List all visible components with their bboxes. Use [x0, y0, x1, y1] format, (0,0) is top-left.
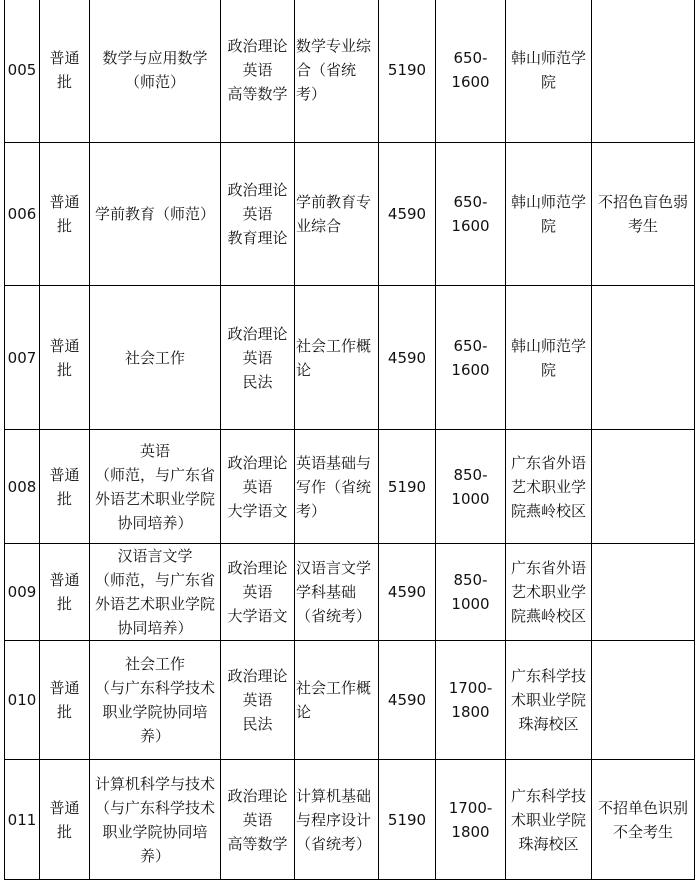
school-line: 院	[540, 217, 556, 235]
plan-count-cell	[436, 430, 506, 544]
major-cell	[90, 760, 221, 880]
professional-course-line: 计算机基础	[296, 786, 372, 805]
professional-course-line: 学科基础	[296, 583, 357, 601]
professional-course-line: 论	[296, 360, 312, 379]
exam-subjects-cell	[221, 641, 295, 760]
plan-count-line: 1800	[451, 703, 490, 721]
plan-count-cell	[436, 286, 506, 430]
batch-line: 批	[56, 489, 72, 508]
batch-cell	[40, 760, 90, 880]
code-cell: 007	[5, 286, 40, 430]
major-line: 学前教育（师范）	[94, 205, 215, 223]
plan-count-line: 650-	[453, 49, 488, 67]
major-line: 职业学院协同培	[102, 703, 208, 721]
professional-course-line: 学前教育专	[296, 193, 372, 211]
batch-line: 普通	[49, 336, 80, 355]
major-cell	[90, 641, 221, 760]
exam-subjects-cell	[221, 143, 295, 286]
remark-cell	[592, 143, 695, 286]
professional-course-cell	[295, 430, 379, 544]
school-line: 韩山师范学	[510, 336, 586, 355]
professional-course-line: 汉语言文学	[296, 559, 372, 577]
tuition-cell: 4590	[379, 286, 436, 430]
exam-subjects-line: 政治理论	[227, 324, 288, 343]
professional-course-line: 论	[296, 703, 312, 721]
school-line: 术职业学院	[510, 691, 586, 709]
school-cell	[506, 143, 592, 286]
school-line: 韩山师范学	[510, 193, 586, 211]
school-line: 韩山师范学	[510, 49, 586, 67]
exam-subjects-line: 民法	[242, 715, 273, 733]
batch-line: 批	[56, 360, 72, 379]
batch-line: 批	[56, 73, 72, 91]
major-cell	[90, 544, 221, 641]
exam-subjects-line: 英语	[242, 205, 273, 223]
school-line: 艺术职业学	[510, 583, 586, 601]
remark-cell	[592, 760, 695, 880]
exam-subjects-line: 民法	[242, 372, 273, 391]
professional-course-line: 社会工作概	[296, 336, 372, 355]
exam-subjects-line: 英语	[242, 477, 273, 496]
batch-line: 普通	[49, 49, 80, 67]
professional-course-line: （省统考）	[296, 834, 372, 853]
school-line: 珠海校区	[518, 715, 579, 733]
remark-cell	[592, 641, 695, 760]
major-line: （师范，与广东省	[94, 465, 215, 484]
plan-count-line: 850-	[453, 465, 488, 484]
table-row	[5, 544, 695, 641]
table-row	[5, 760, 695, 880]
major-line: 社会工作	[124, 655, 185, 673]
batch-line: 普通	[49, 465, 80, 484]
plan-count-line: 850-	[453, 571, 488, 589]
major-line: 数学与应用数学	[102, 49, 208, 67]
plan-count-line: 1600	[451, 217, 490, 235]
major-cell	[90, 430, 221, 544]
plan-count-line: 1700-	[448, 798, 493, 817]
school-line: 广东省外语	[510, 559, 586, 577]
table-row	[5, 641, 695, 760]
batch-cell	[40, 143, 90, 286]
exam-subjects-line: 英语	[242, 810, 273, 829]
major-cell	[90, 286, 221, 430]
batch-cell	[40, 544, 90, 641]
code-cell: 010	[5, 641, 40, 760]
major-line: （师范）	[124, 73, 185, 91]
professional-course-line: 合（省统	[296, 61, 357, 79]
exam-subjects-line: 政治理论	[227, 181, 288, 199]
exam-subjects-line: 大学语文	[227, 607, 288, 625]
code-cell: 008	[5, 430, 40, 544]
plan-count-line: 1600	[451, 73, 490, 91]
code-cell: 006	[5, 143, 40, 286]
tuition-cell: 4590	[379, 143, 436, 286]
remark-line: 不招色盲色弱	[597, 193, 688, 211]
major-line: 外语艺术职业学院	[94, 489, 215, 508]
professional-course-cell	[295, 0, 379, 143]
remark-cell	[592, 286, 695, 430]
table-body	[5, 0, 695, 880]
exam-subjects-cell	[221, 286, 295, 430]
exam-subjects-line: 政治理论	[227, 786, 288, 805]
school-line: 院	[540, 360, 556, 379]
exam-subjects-line: 教育理论	[227, 229, 288, 247]
school-cell	[506, 430, 592, 544]
plan-count-line: 1800	[451, 822, 490, 841]
major-line: （与广东科学技术	[94, 679, 215, 697]
exam-subjects-cell	[221, 544, 295, 641]
major-line: 养）	[139, 846, 170, 865]
tuition-cell: 4590	[379, 544, 436, 641]
exam-subjects-line: 英语	[242, 583, 273, 601]
professional-course-cell	[295, 143, 379, 286]
school-line: 广东科学技	[510, 667, 586, 685]
tuition-cell: 5190	[379, 430, 436, 544]
professional-course-line: 与程序设计	[296, 810, 372, 829]
professional-course-line: （省统考）	[296, 607, 372, 625]
major-line: 协同培养）	[117, 513, 193, 532]
exam-subjects-line: 政治理论	[227, 453, 288, 472]
exam-subjects-line: 英语	[242, 61, 273, 79]
tuition-cell: 5190	[379, 0, 436, 143]
tuition-cell: 5190	[379, 760, 436, 880]
professional-course-cell	[295, 544, 379, 641]
major-line: 汉语言文学	[117, 547, 193, 565]
batch-line: 批	[56, 822, 72, 841]
major-line: 职业学院协同培	[102, 822, 208, 841]
remark-cell	[592, 0, 695, 143]
exam-subjects-cell	[221, 760, 295, 880]
plan-count-line: 650-	[453, 193, 488, 211]
batch-cell	[40, 286, 90, 430]
table-row	[5, 0, 695, 143]
exam-subjects-line: 政治理论	[227, 559, 288, 577]
remark-cell	[592, 544, 695, 641]
major-line: 协同培养）	[117, 619, 193, 637]
exam-subjects-line: 高等数学	[227, 834, 288, 853]
plan-count-cell	[436, 641, 506, 760]
batch-cell	[40, 641, 90, 760]
exam-subjects-line: 政治理论	[227, 37, 288, 55]
professional-course-cell	[295, 641, 379, 760]
batch-cell	[40, 0, 90, 143]
plan-count-cell	[436, 143, 506, 286]
professional-course-cell	[295, 760, 379, 880]
exam-subjects-cell	[221, 430, 295, 544]
school-line: 广东省外语	[510, 453, 586, 472]
professional-course-line: 写作（省统	[296, 477, 372, 496]
professional-course-line: 考）	[296, 501, 327, 520]
major-cell	[90, 143, 221, 286]
remark-line: 不招单色识别	[597, 798, 688, 817]
school-line: 艺术职业学	[510, 477, 586, 496]
batch-line: 批	[56, 703, 72, 721]
school-cell	[506, 0, 592, 143]
batch-line: 批	[56, 595, 72, 613]
school-line: 院	[540, 73, 556, 91]
school-cell	[506, 641, 592, 760]
school-cell	[506, 286, 592, 430]
batch-line: 普通	[49, 571, 80, 589]
batch-cell	[40, 430, 90, 544]
major-line: 养）	[139, 727, 170, 745]
major-line: 外语艺术职业学院	[94, 595, 215, 613]
school-cell	[506, 760, 592, 880]
school-cell	[506, 544, 592, 641]
batch-line: 普通	[49, 679, 80, 697]
batch-line: 批	[56, 217, 72, 235]
remark-line: 不全考生	[612, 822, 673, 841]
batch-line: 普通	[49, 193, 80, 211]
table-row	[5, 286, 695, 430]
plan-count-cell	[436, 544, 506, 641]
remark-cell	[592, 430, 695, 544]
tuition-cell: 4590	[379, 641, 436, 760]
plan-count-cell	[436, 760, 506, 880]
major-line: 计算机科学与技术	[94, 774, 215, 793]
professional-course-cell	[295, 286, 379, 430]
batch-line: 普通	[49, 798, 80, 817]
exam-subjects-line: 英语	[242, 348, 273, 367]
major-line: 英语	[139, 441, 170, 460]
exam-subjects-line: 政治理论	[227, 667, 288, 685]
major-cell	[90, 0, 221, 143]
school-line: 珠海校区	[518, 834, 579, 853]
table-row	[5, 430, 695, 544]
plan-count-line: 1000	[451, 595, 490, 613]
code-cell: 005	[5, 0, 40, 143]
professional-course-line: 英语基础与	[296, 453, 372, 472]
professional-course-line: 考）	[296, 85, 327, 103]
remark-line: 考生	[627, 217, 658, 235]
enrollment-table	[4, 0, 695, 880]
plan-count-line: 1700-	[448, 679, 493, 697]
plan-count-cell	[436, 0, 506, 143]
school-line: 术职业学院	[510, 810, 586, 829]
code-cell: 009	[5, 544, 40, 641]
table-row	[5, 143, 695, 286]
professional-course-line: 社会工作概	[296, 679, 372, 697]
plan-count-line: 650-	[453, 336, 488, 355]
professional-course-line: 数学专业综	[296, 37, 372, 55]
professional-course-line: 业综合	[296, 217, 342, 235]
major-line: （与广东科学技术	[94, 798, 215, 817]
plan-count-line: 1000	[451, 489, 490, 508]
school-line: 广东科学技	[510, 786, 586, 805]
major-line: （师范，与广东省	[94, 571, 215, 589]
exam-subjects-line: 英语	[242, 691, 273, 709]
major-line: 社会工作	[124, 348, 185, 367]
exam-subjects-cell	[221, 0, 295, 143]
school-line: 院燕岭校区	[510, 501, 586, 520]
plan-count-line: 1600	[451, 360, 490, 379]
exam-subjects-line: 大学语文	[227, 501, 288, 520]
school-line: 院燕岭校区	[510, 607, 586, 625]
exam-subjects-line: 高等数学	[227, 85, 288, 103]
code-cell: 011	[5, 760, 40, 880]
